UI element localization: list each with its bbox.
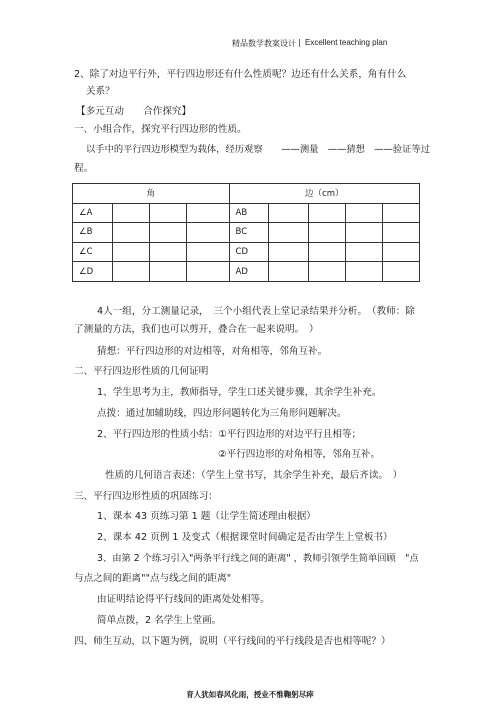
measurement-table	[72, 183, 420, 282]
header-subtitle: Excellent teaching plan	[305, 38, 388, 47]
table-cell	[149, 262, 186, 282]
table-cell	[346, 203, 383, 223]
section-three-heading: 三、平行四边形性质的巩固练习：	[74, 491, 218, 502]
table-cell	[186, 223, 229, 243]
activity-line-2: 程。	[74, 163, 94, 174]
table-cell	[383, 262, 420, 282]
exercise-3-line-2: 与点之间的距离""点与线之间的距离"	[74, 573, 232, 584]
header-title: 精品数学教案设计	[232, 39, 296, 48]
exercise-3-line-1: 3、由第 2 个练习引入"两条平行线之间的距离" ，教师引领学生简单回顾 "点	[97, 553, 419, 564]
proof-step-1: 1、学生思考为主，教师指导，学生口述关键步骤，其余学生补充。	[97, 387, 382, 398]
table-cell	[186, 203, 229, 223]
table-cell	[383, 242, 420, 262]
side-column-header: 边（cm）	[229, 184, 419, 204]
table-cell	[112, 203, 149, 223]
table-cell	[346, 242, 383, 262]
section-four-heading: 四、师生互动，以下题为例，说明（平行线间的平行线段是否也相等呢？）	[74, 636, 391, 647]
angle-column-header: 角	[73, 184, 230, 204]
angle-label: ∠B	[73, 223, 113, 243]
table-cell	[112, 262, 149, 282]
table-cell	[112, 242, 149, 262]
property-summary-2: ②平行四边形的对角相等，邻角互补。	[218, 449, 381, 460]
group-work-line-2: 了测量的方法，我们也可以剪开，叠合在一起来说明。 ）	[74, 324, 319, 335]
table-cell	[346, 223, 383, 243]
table-cell	[309, 242, 346, 262]
table-cell	[269, 203, 309, 223]
table-row	[73, 203, 420, 223]
section-heading-interaction: 【多元互动 合作探究】	[76, 106, 192, 117]
question-2-line-1: 2、除了对边平行外，平行四边形还有什么性质呢？边还有什么关系，角有什么	[74, 69, 407, 80]
table-cell	[149, 242, 186, 262]
geometric-language-text: 性质的几何语言表述：（学生上堂书写，其余学生补充，最后齐读。 ）	[105, 470, 403, 481]
property-summary-1: 2、平行四边形的性质小结：①平行四边形的对边平行且相等；	[97, 429, 362, 440]
table-row	[73, 242, 420, 262]
activity-line-1: 以手中的平行四边形模型为载体，经历观察 ——测量 ——猜想 ——验证等过	[86, 144, 430, 155]
table-cell	[149, 203, 186, 223]
table-cell	[309, 203, 346, 223]
table-cell	[346, 262, 383, 282]
header-separator: |	[298, 38, 301, 47]
table-cell	[269, 242, 309, 262]
table-cell	[309, 262, 346, 282]
table-cell	[383, 203, 420, 223]
side-label: BC	[229, 223, 269, 243]
side-label: AD	[229, 262, 269, 282]
table-row	[73, 262, 420, 282]
table-cell	[269, 262, 309, 282]
table-cell	[112, 223, 149, 243]
table-row	[73, 223, 420, 243]
angle-label: ∠C	[73, 242, 113, 262]
side-label: AB	[229, 203, 269, 223]
exercise-2: 2、课本 42 页例 1 及变式（根据课堂时间确定是否由学生上堂板书）	[97, 532, 393, 543]
side-label: CD	[229, 242, 269, 262]
question-2-line-2: 关系？	[86, 86, 115, 97]
table-cell	[269, 223, 309, 243]
table-cell	[149, 223, 186, 243]
hint-text: 点拨：通过加辅助线，四边形问题转化为三角形问题解决。	[97, 408, 347, 419]
group-work-line-1: 4人一组，分工测量记录， 三个小组代表上堂记录结果并分析。 （教师：除	[97, 306, 415, 317]
hint-drawing: 简单点拨，2 名学生上堂画。	[97, 615, 222, 626]
conjecture-text: 猜想：平行四边形的对边相等，对角相等，邻角互补。	[97, 346, 328, 357]
table-header-row	[73, 184, 420, 204]
angle-label: ∠A	[73, 203, 113, 223]
table-cell	[186, 262, 229, 282]
page-footer: 育人犹如春风化雨，授业不惟鞠躬尽瘁	[186, 690, 314, 699]
distance-conclusion: 由证明结论得平行线间的距离处处相等。	[97, 594, 270, 605]
exercise-1: 1、课本 43 页练习第 1 题（让学生简述理由根据）	[97, 511, 316, 522]
section-two-heading: 二、平行四边形性质的几何证明	[74, 366, 209, 377]
table-cell	[309, 223, 346, 243]
table-cell	[383, 223, 420, 243]
section-one-heading: 一、小组合作，探究平行四边形的性质。	[74, 124, 247, 135]
angle-label: ∠D	[73, 262, 113, 282]
table-cell	[186, 242, 229, 262]
